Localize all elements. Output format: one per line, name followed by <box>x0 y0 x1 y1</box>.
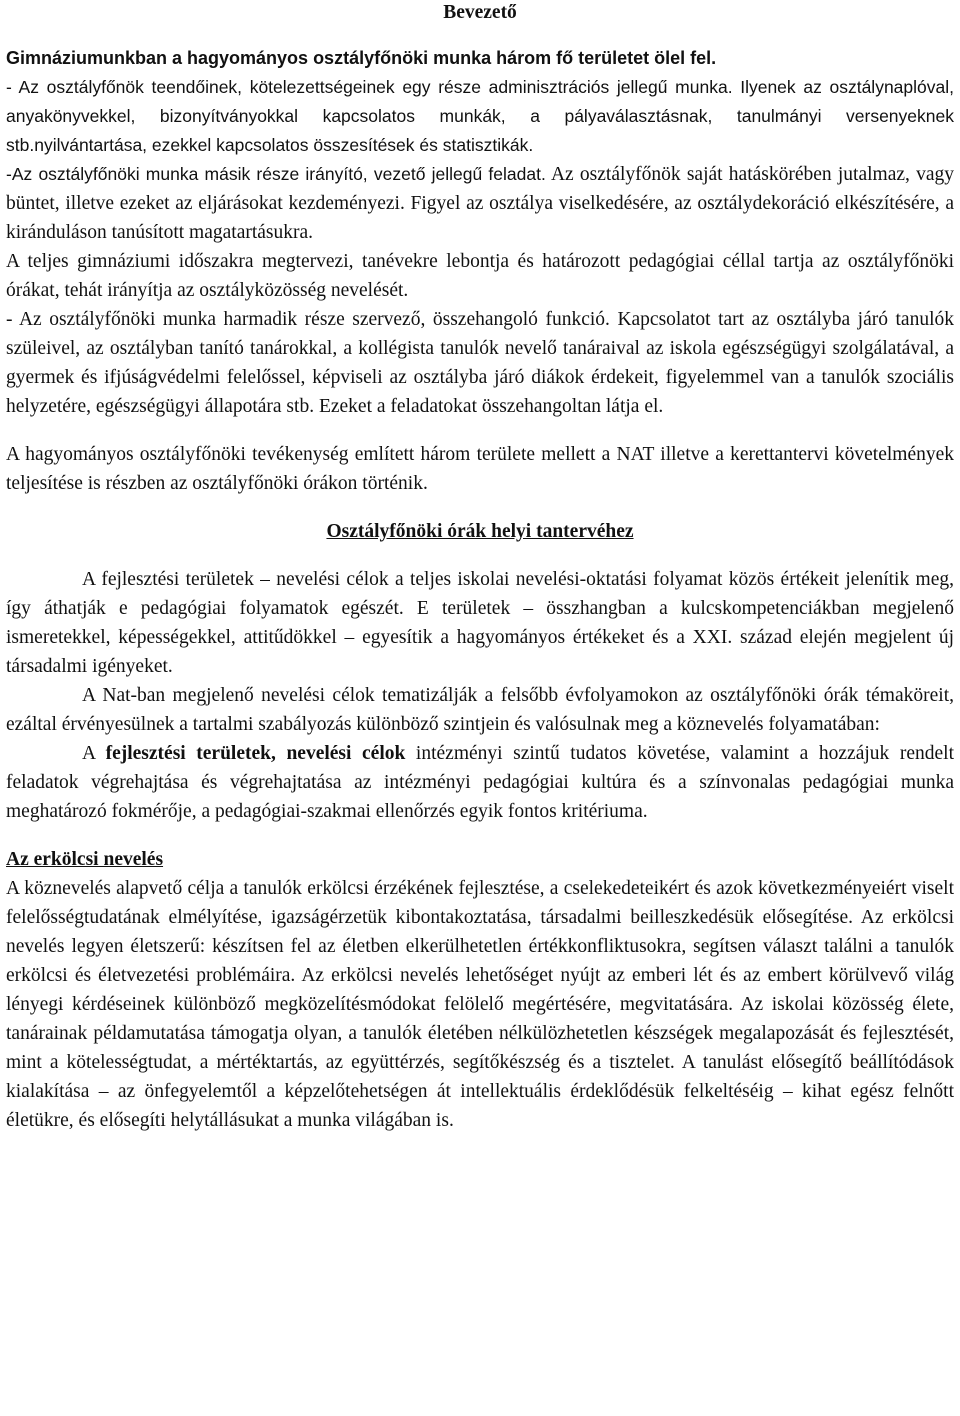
institutional-follow-post: intézményi szintű tudatos követése, valamint a hozzájuk rendelt feladatok végrehajtása és végrehajtatása az intézményi pedagógiai kultúra és a színvonalas pedagógiai munka meghatározó fokmérője, a pedagógiai-szakmai ellenőrzés egyik fontos kritériuma. <box>6 743 954 822</box>
nat-goals-paragraph: A Nat-ban megjelenő nevelési célok tematizálják a felsőbb évfolyamokon az osztályfőnöki órák témaköreit, ezáltal érvényesülnek a tartalmi szabályozás különböző szintjein és valósulnak meg a köznevelés folyamatában: <box>6 685 954 735</box>
intro-leading-serif: Az osztályfőnök saját hatáskörében jutalmaz, vagy büntet, illetve ezeket az eljárásokat kezdeményezi. Figyel az osztálya viselkedésére, az osztálydekoráció elkészítésére, a kiránduláson tanúsított magatartásukra. <box>6 164 954 243</box>
local-curriculum-heading: Osztályfőnöki órák helyi tantervéhez <box>326 521 634 542</box>
intro-planning-paragraph: A teljes gimnáziumi időszakra megtervezi, tanévekre lebontja és határozott pedagógiai céllal tartja az osztályfőnöki órákat, tehát irányítja az osztályközösség nevelését. <box>6 251 954 301</box>
intro-lead: Gimnáziumunkban a hagyományos osztályfőnöki munka három fő területet ölel fel. <box>6 48 717 68</box>
document-page <box>6 0 954 1135</box>
moral-education-heading: Az erkölcsi nevelés <box>6 849 164 870</box>
intro-leading-sans: -Az osztályfőnöki munka másik része irányító, vezető jellegű feladat. <box>6 164 546 184</box>
intro-leading-paragraph <box>6 160 954 247</box>
moral-education-paragraph: A köznevelés alapvető célja a tanulók erkölcsi érzékének fejlesztése, a cselekedeteikért és azok következményeiért viselt felelősségtudatának elmélyítése, igazságérzetük kibontakoztatása, társadalmi beilleszkedésük elősegítése. Az erkölcsi nevelés legyen életszerű: készítsen fel az életben elkerülhetetlen értékkonfliktusokra, segítsen választ találni a tanulók erkölcsi és életvezetési problémáira. Az erkölcsi nevelés lehetőséget nyújt az emberi lét és az embert körülvevő világ lényegi kérdéseinek különböző megközelítésmódokat felölelő megértésére, megvitatására. Az iskolai közösség élete, tanárainak példamutatása támogatja olyan, a tanulók életében nélkülözhetetlen készségek megalapozását és fejlesztését, mint a kötelességtudat, a mértéktartás, az együttérzés, segítőkészség és a tisztelet. A tanulást elősegítő beállítódások kialakítása – az önfegyelemtől a képzelőtehetségen át intellektuális érdeklődésük felkeltéséig – kihat egész felnőtt életükre, és elősegíti helytállásukat a munka világában is. <box>6 878 954 1131</box>
institutional-follow-pre: A <box>82 743 106 764</box>
intro-nat-paragraph: A hagyományos osztályfőnöki tevékenység említett három területe mellett a NAT illetve a kerettantervi követelmények teljesítése is részben az osztályfőnöki órákon történik. <box>6 444 954 494</box>
intro-heading: Bevezető <box>443 2 517 23</box>
intro-admin-paragraph: - Az osztályfőnök teendőinek, kötelezettségeinek egy része adminisztrációs jellegű munka. Ilyenek az osztálynaplóval, anyakönyvekkel, bizonyítványokkal kapcsolatos munkák, a pályaválasztásnak, tanulmányi versenyeknek stb.nyilvántartása, ezekkel kapcsolatos összesítések és statisztikák. <box>6 77 954 155</box>
institutional-follow-paragraph <box>6 739 954 826</box>
intro-organizing-paragraph: - Az osztályfőnöki munka harmadik része szervező, összehangoló funkció. Kapcsolatot tart az osztályba járó tanulók szüleivel, az osztályban tanító tanárokkal, a kollégista tanulók nevelő tanáraival az iskola egészségügyi szolgálatával, a gyermek és ifjúságvédelmi felelőssel, képviseli az osztályba járó diákok érdekeit, figyelemmel van a tanulók szociális helyzetére, egészségügyi állapotára stb. Ezeket a feladatokat összehangoltan látja el. <box>6 309 954 417</box>
institutional-follow-bold: fejlesztési területek, nevelési célok <box>105 743 406 764</box>
development-areas-paragraph: A fejlesztési területek – nevelési célok a teljes iskolai nevelési-oktatási folyamat közös értékeit jelenítik meg, így áthatják e pedagógiai folyamatok egészét. E területek – összhangban a kulcskompetenciákban megjelenő ismeretekkel, képességekkel, attitűdökkel – egyesítik a hagyományos értékeket és a XXI. század elején megjelent új társadalmi igényeket. <box>6 569 954 677</box>
